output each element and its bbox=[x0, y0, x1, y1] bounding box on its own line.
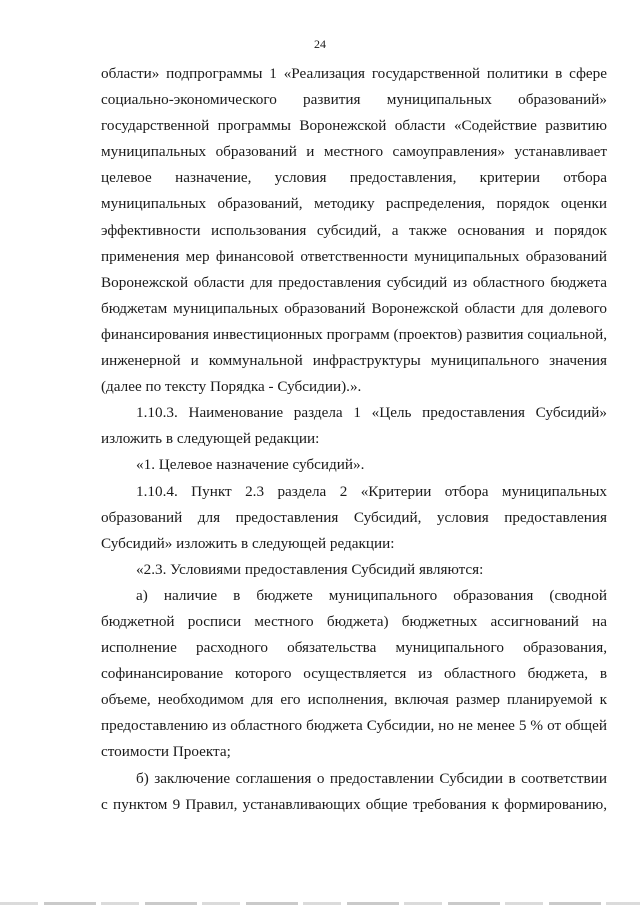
text-line: исполнение расходного обязательства муниципального образования, bbox=[101, 639, 607, 657]
text-line: финансирования инвестиционных программ (проектов) развития социальной, bbox=[101, 325, 607, 343]
text-line: бюджетной росписи местного бюджета) бюджетных ассигнований на bbox=[101, 612, 607, 630]
text-line: «1. Целевое назначение субсидий». bbox=[136, 456, 365, 474]
paragraph bbox=[101, 557, 607, 583]
text-line: государственной программы Воронежской области «Содействие развитию bbox=[101, 117, 607, 135]
text-line: целевое назначение, условия предоставления, критерии отбора bbox=[101, 169, 607, 187]
page-number: 24 bbox=[314, 37, 326, 51]
text-line: применения мер финансовой ответственности муниципальных образований bbox=[101, 247, 607, 265]
text-line: муниципальных образований и местного самоуправления» устанавливает bbox=[101, 143, 607, 161]
text-line: области» подпрограммы 1 «Реализация государственной политики в сфере bbox=[101, 65, 607, 82]
paragraph bbox=[101, 766, 607, 818]
text-line: с пунктом 9 Правил, устанавливающих общие требования к формированию, bbox=[101, 795, 607, 813]
paragraph bbox=[101, 479, 607, 557]
text-line: (далее по тексту Порядка - Субсидии).». bbox=[101, 378, 362, 396]
text-line: бюджетам муниципальных образований Воронежской области для долевого bbox=[101, 299, 607, 317]
text-line: изложить в следующей редакции: bbox=[101, 430, 320, 448]
paragraph bbox=[101, 452, 607, 478]
text-line: стоимости Проекта; bbox=[101, 743, 231, 761]
paragraph bbox=[101, 583, 607, 766]
paragraph bbox=[101, 61, 607, 400]
text-line: «2.3. Условиями предоставления Субсидий являются: bbox=[136, 560, 484, 578]
text-line: б) заключение соглашения о предоставлении Субсидии в соответствии bbox=[136, 769, 607, 787]
paragraph bbox=[101, 400, 607, 452]
text-line: софинансирование которого осуществляется из областного бюджета, в bbox=[101, 665, 607, 683]
text-line: Воронежской области для предоставления субсидий из областного бюджета bbox=[101, 273, 607, 291]
text-line: образований для предоставления Субсидий, условия предоставления bbox=[101, 508, 607, 526]
text-line: 1.10.3. Наименование раздела 1 «Цель предоставления Субсидий» bbox=[136, 404, 607, 422]
text-line: Субсидий» изложить в следующей редакции: bbox=[101, 534, 395, 552]
text-line: социально-экономического развития муниципальных образований» bbox=[101, 91, 607, 109]
document-body bbox=[101, 61, 607, 818]
text-line: предоставлению из областного бюджета Субсидии, но не менее 5 % от общей bbox=[101, 717, 607, 735]
text-line: эффективности использования субсидий, а также основания и порядок bbox=[101, 221, 607, 239]
text-line: инженерной и коммунальной инфраструктуры муниципального значения bbox=[101, 352, 607, 370]
text-line: объеме, необходимом для его исполнения, включая размер планируемой к bbox=[101, 691, 607, 709]
text-line: а) наличие в бюджете муниципального образования (сводной bbox=[136, 586, 607, 604]
text-line: муниципальных образований, методику распределения, порядок оценки bbox=[101, 195, 607, 213]
text-line: 1.10.4. Пункт 2.3 раздела 2 «Критерии отбора муниципальных bbox=[136, 482, 607, 500]
